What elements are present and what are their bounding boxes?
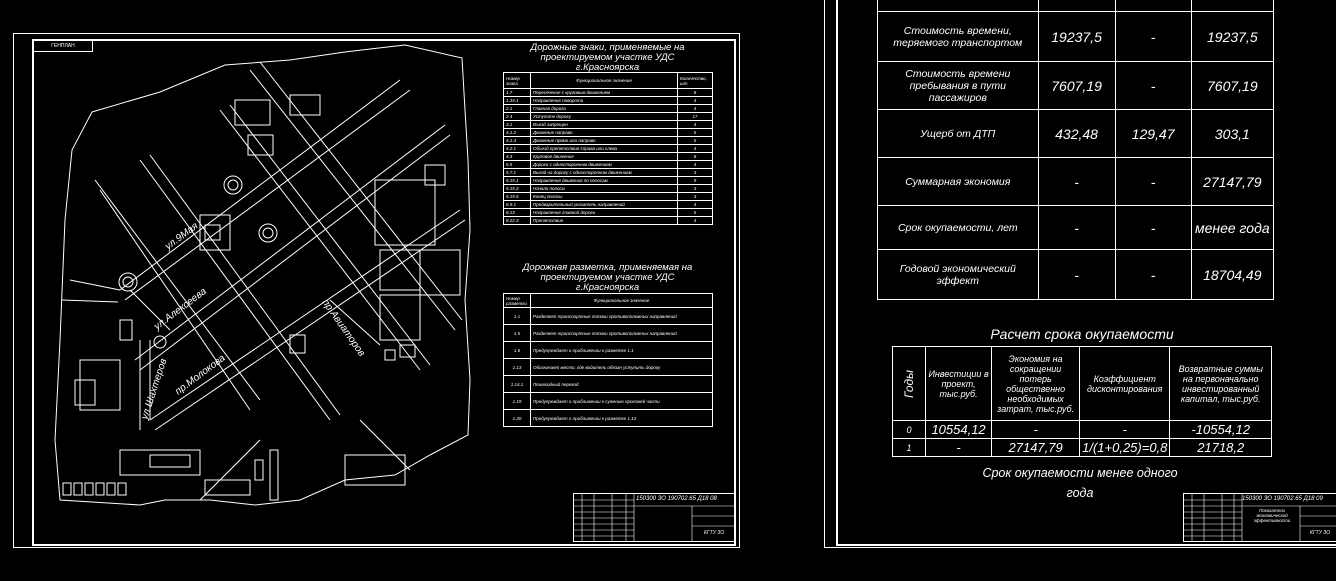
marking-table-row [504,376,713,393]
payback-table-row [893,439,1272,457]
sign-number: 4.3 [504,153,531,161]
sign-number: 8.13 [504,209,531,217]
payback-coef: 1/(1+0,25)=0,8 [1080,439,1170,457]
economy-v2: - [1115,206,1191,250]
street-label-molokova: пр.Молокова [173,352,228,398]
marking-header-number: Номер разметки [504,294,531,308]
sign-meaning: Движение прямо или направо [531,137,678,145]
marking-meaning: Обозначает место, где водитель обязан уступить дорогу [531,359,713,376]
payback-header-investments: Инвестиции в проект, тыс.руб. [926,347,992,421]
marking-meaning: Предупреждает о приближении к разметке 1.1 [531,342,713,359]
sign-number: 5.15.3 [504,185,531,193]
signs-table [503,72,713,225]
sign-qty: 5 [678,209,713,217]
right-title-block [1183,493,1336,542]
signs-table-row [504,89,713,97]
left-title-org: КГТУ ЗО [704,530,725,536]
economy-v3: менее года [1191,206,1273,250]
sign-number: 5.15.5 [504,193,531,201]
sign-number: 2.1 [504,105,531,113]
economy-label: Годовой экономический эффект [878,250,1039,300]
marking-meaning: Пешеходный переход [531,376,713,393]
marking-table-row [504,410,713,427]
signs-table-row [504,145,713,153]
payback-year: 1 [893,439,926,457]
marking-meaning: Разделяет транспортные потоки противоположных направлений [531,325,713,342]
left-title-block [573,493,736,542]
marking-meaning: Предупреждает о приближении к сужению проезжей части [531,393,713,410]
economy-v1: - [1038,206,1115,250]
right-title-org: КГТУ ЗО [1310,530,1331,536]
sign-qty: 8 [678,89,713,97]
sign-qty: 4 [678,201,713,209]
avenue-line [120,80,410,300]
economy-v3: 303,1 [1191,110,1273,158]
payback-header-savings: Экономия на сокращении потерь общественно необходимых затрат, тыс.руб. [992,347,1080,421]
sign-meaning: Дорога с односторонним движением [531,161,678,169]
economy-v2: - [1115,62,1191,110]
sign-meaning: Направление движения по полосам [531,177,678,185]
signs-table-row [504,177,713,185]
marking-number: 1.13 [504,359,531,376]
marking-meaning: Разделяет транспортные потоки противоположных направлений [531,308,713,325]
signs-table-row [504,129,713,137]
signs-table-row [504,193,713,201]
sign-meaning: Пересечение с круговым движением [531,89,678,97]
street-label-aviatorov: пр.Авиаторов [319,297,367,359]
signs-table-row [504,153,713,161]
avenue-line [62,280,120,302]
marking-table-row [504,342,713,359]
sign-meaning: Начало полосы [531,185,678,193]
economy-v2: - [1115,12,1191,62]
payback-header-coef: Коэффициент дисконтирования [1080,347,1170,421]
economy-v3: 7607,19 [1191,62,1273,110]
site-plan-map [0,0,500,520]
left-title-code: 150300 ЗО 190702.65 Д18 08 [636,496,717,502]
street-label-9may: ул.9Мая [163,220,201,253]
payback-table-row [893,421,1272,439]
signs-table-row [504,185,713,193]
economy-table-row [878,206,1274,250]
economy-v1: 432,48 [1038,110,1115,158]
economy-table-row [878,110,1274,158]
payback-sav: 27147,79 [992,439,1080,457]
payback-header-returns: Возвратные суммы на первоначально инвестированный капитал, тыс.руб. [1170,347,1272,421]
payback-header-years-cell [893,347,926,421]
economy-v3: 27147,79 [1191,158,1273,206]
economy-table [877,0,1274,300]
signs-table-row [504,113,713,121]
economy-label: Стоимость времени, теряемого транспортом [878,12,1039,62]
plan-boundary [55,45,470,505]
economy-v3: 18704,49 [1191,250,1273,300]
marking-table [503,293,713,427]
signs-table-row [504,217,713,225]
sign-number: 4.1.2 [504,129,531,137]
avenue-line [200,300,410,500]
sign-meaning: Въезд запрещен [531,121,678,129]
sign-number: 5.5 [504,161,531,169]
signs-table-row [504,201,713,209]
marking-table-row [504,359,713,376]
sign-number: 6.9.1 [504,201,531,209]
marking-table-row [504,393,713,410]
payback-year: 0 [893,421,926,439]
payback-ret: -10554,12 [1170,421,1272,439]
economy-table-row [878,62,1274,110]
payback-table [892,346,1272,457]
sign-meaning: Препятствие [531,217,678,225]
sign-meaning: Направление главной дороги [531,209,678,217]
marking-number: 1.20 [504,410,531,427]
marking-number: 1.1 [504,308,531,325]
sign-meaning: Главная дорога [531,105,678,113]
economy-v2: 129,47 [1115,110,1191,158]
street-label-shakhterov: ул.Шахтеров [139,357,170,421]
sign-qty: 3 [678,169,713,177]
payback-header-years: Годы [902,369,916,398]
marking-table-row [504,325,713,342]
economy-v2: - [1115,250,1191,300]
avenue-line [135,125,450,370]
sign-qty: 4 [678,217,713,225]
signs-table-title: Дорожные знаки, применяемые на проектируемом участке УДС г.Красноярска [530,42,685,73]
marking-meaning: Предупреждает о приближении к разметке 1.13 [531,410,713,427]
economy-table-row [878,158,1274,206]
economy-v1: 19237,5 [1038,12,1115,62]
economy-label: Срок окупаемости, лет [878,206,1039,250]
payback-inv: 10554,12 [926,421,992,439]
sign-qty: 3 [678,185,713,193]
signs-header-meaning: Функциональное значение [531,73,678,89]
street-label-alekseeva: ул.Алексеева [152,286,209,333]
sign-meaning: Уступите дорогу [531,113,678,121]
sign-meaning: Предварительный указатель направлений [531,201,678,209]
economy-v1: 7607,19 [1038,62,1115,110]
payback-sav: - [992,421,1080,439]
sign-meaning: Конец полосы [531,193,678,201]
sign-qty: 9 [678,177,713,185]
sign-number: 4.2.1 [504,145,531,153]
payback-inv: - [926,439,992,457]
sign-number: 3.1 [504,121,531,129]
corner-stamp: ГЕНПЛАН [33,40,93,52]
economy-v1: - [1038,158,1115,206]
signs-table-row [504,169,713,177]
sign-number: 8.22.3 [504,217,531,225]
sign-number: 2.4 [504,113,531,121]
signs-table-row [504,161,713,169]
avenue-line [250,62,462,330]
economy-v3: 19237,5 [1191,12,1273,62]
sign-qty: 5 [678,137,713,145]
sign-qty: 4 [678,145,713,153]
signs-table-row [504,209,713,217]
signs-table-row [504,97,713,105]
economy-table-row [878,250,1274,300]
marking-table-title: Дорожная разметка, применяемая на проектируемом участке УДС г.Красноярска [522,262,693,293]
sign-qty: 4 [678,121,713,129]
sign-qty: 17 [678,113,713,121]
economy-v2: - [1115,158,1191,206]
economy-table-row [878,12,1274,62]
marking-table-row [504,308,713,325]
sign-number: 4.1.4 [504,137,531,145]
economy-v1: - [1038,250,1115,300]
sign-number: 1.7 [504,89,531,97]
sign-qty: 4 [678,161,713,169]
sign-qty: 4 [678,105,713,113]
sign-meaning: Движение направо [531,129,678,137]
economy-label: Ущерб от ДТП [878,110,1039,158]
payback-title: Расчет срока окупаемости [990,326,1174,342]
right-title-doc: Показатели экономической эффективности [1253,508,1291,523]
payback-conclusion: Срок окупаемости менее одного года [982,466,1178,500]
signs-table-row [504,105,713,113]
sign-number: 5.15.1 [504,177,531,185]
payback-ret: 21718,2 [1170,439,1272,457]
marking-header-meaning: Функциональное значение [531,294,713,308]
marking-number: 1.14.1 [504,376,531,393]
marking-number: 1.19 [504,393,531,410]
signs-header-number: Номер знака [504,73,531,89]
sign-qty: 5 [678,129,713,137]
marking-number: 1.5 [504,325,531,342]
payback-coef: - [1080,421,1170,439]
sign-qty: 3 [678,193,713,201]
garage-row [63,483,126,495]
economy-label: Стоимость времени пребывания в пути пассажиров [878,62,1039,110]
sign-qty: 4 [678,97,713,105]
sign-meaning: Направление поворота [531,97,678,105]
right-title-code: 150300 ЗО 190702.65 Д18 09 [1242,496,1323,502]
avenue-line [140,155,340,420]
marking-number: 1.6 [504,342,531,359]
sign-qty: 8 [678,153,713,161]
sign-number: 5.7.1 [504,169,531,177]
signs-table-row [504,137,713,145]
economy-label: Суммарная экономия [878,158,1039,206]
sign-meaning: Объезд препятствия справа или слева [531,145,678,153]
sign-meaning: Выезд на дорогу с односторонним движением [531,169,678,177]
sign-meaning: Круговое движение [531,153,678,161]
signs-table-row [504,121,713,129]
sign-number: 1.34.1 [504,97,531,105]
signs-header-qty: Количество, шт [678,73,713,89]
